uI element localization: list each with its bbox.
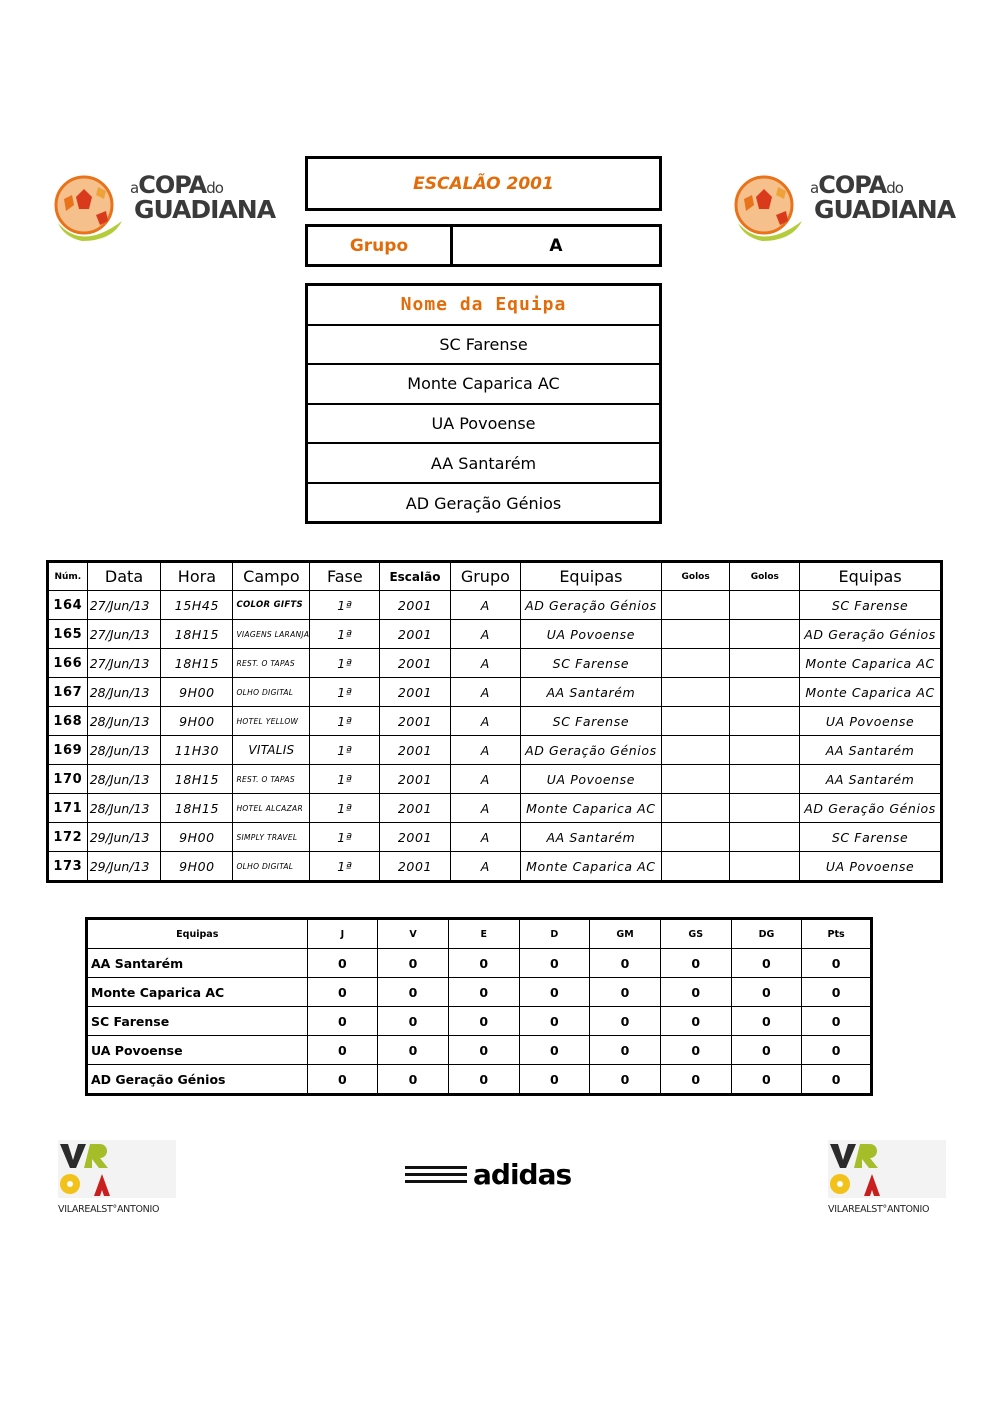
- match-home-team: SC Farense: [521, 707, 662, 736]
- stand-header-gm: GM: [590, 919, 661, 949]
- match-phase: 1ª: [310, 620, 380, 649]
- match-date: 28/Jun/13: [87, 765, 161, 794]
- match-phase: 1ª: [310, 649, 380, 678]
- standings-v: 0: [378, 1007, 449, 1036]
- standings-d: 0: [519, 1036, 590, 1065]
- match-date: 28/Jun/13: [87, 678, 161, 707]
- match-home-team: AD Geração Génios: [521, 591, 662, 620]
- match-number: 170: [48, 765, 88, 794]
- match-date: 28/Jun/13: [87, 736, 161, 765]
- match-home-team: Monte Caparica AC: [521, 794, 662, 823]
- standings-row: [87, 978, 872, 1007]
- copa-guadiana-logo-left: [52, 163, 276, 243]
- match-away-goals: [730, 736, 800, 765]
- team-name: AD Geração Génios: [405, 494, 562, 514]
- standings-e: 0: [448, 1036, 519, 1065]
- vrsa-logo-icon: [828, 1140, 946, 1200]
- standings-pts: 0: [802, 1007, 872, 1036]
- standings-team: SC Farense: [87, 1007, 308, 1036]
- stand-header-j: J: [307, 919, 378, 949]
- stand-header-gs: GS: [660, 919, 731, 949]
- match-number: 173: [48, 852, 88, 882]
- stand-header-equipas: Equipas: [87, 919, 308, 949]
- col-header-escalao: Escalão: [380, 562, 450, 591]
- match-away-team: UA Povoense: [800, 852, 942, 882]
- standings-header-row: [87, 919, 872, 949]
- match-number: 168: [48, 707, 88, 736]
- schedule-row: [48, 765, 942, 794]
- match-away-goals: [730, 591, 800, 620]
- col-header-hora: Hora: [161, 562, 233, 591]
- match-home-goals: [661, 707, 730, 736]
- adidas-wordmark: adidas: [473, 1158, 572, 1191]
- match-group: A: [450, 707, 520, 736]
- match-escalao: 2001: [380, 678, 450, 707]
- match-group: A: [450, 649, 520, 678]
- match-phase: 1ª: [310, 852, 380, 882]
- logo-guadiana: GUADIANA: [814, 195, 956, 224]
- col-header-equipas-away: Equipas: [800, 562, 942, 591]
- match-venue: SIMPLY TRAVEL: [233, 823, 310, 852]
- vrsa-logo-left: [58, 1140, 176, 1220]
- team-name: Monte Caparica AC: [308, 365, 659, 405]
- col-header-data: Data: [87, 562, 161, 591]
- match-home-goals: [661, 823, 730, 852]
- logo-do: do: [206, 179, 223, 197]
- grupo-box: [305, 224, 662, 267]
- match-home-goals: [661, 678, 730, 707]
- match-time: 15H45: [161, 591, 233, 620]
- match-away-team: UA Povoense: [800, 707, 942, 736]
- logo-a: a: [130, 179, 139, 197]
- match-home-team: AA Santarém: [521, 678, 662, 707]
- standings-row: [87, 949, 872, 978]
- match-home-team: UA Povoense: [521, 765, 662, 794]
- standings-e: 0: [448, 949, 519, 978]
- match-away-goals: [730, 852, 800, 882]
- standings-table: [85, 917, 873, 1096]
- match-home-goals: [661, 620, 730, 649]
- adidas-logo: [405, 1158, 571, 1191]
- match-home-goals: [661, 736, 730, 765]
- match-number: 166: [48, 649, 88, 678]
- grupo-value: A: [549, 235, 563, 256]
- standings-dg: 0: [731, 1036, 802, 1065]
- match-number: 164: [48, 591, 88, 620]
- standings-dg: 0: [731, 978, 802, 1007]
- vrsa-logo-icon: [58, 1140, 176, 1200]
- schedule-row: [48, 707, 942, 736]
- standings-d: 0: [519, 949, 590, 978]
- standings-e: 0: [448, 1007, 519, 1036]
- standings-e: 0: [448, 978, 519, 1007]
- match-phase: 1ª: [310, 591, 380, 620]
- match-away-team: SC Farense: [800, 823, 942, 852]
- standings-gm: 0: [590, 1065, 661, 1095]
- match-home-goals: [661, 852, 730, 882]
- col-header-campo: Campo: [233, 562, 310, 591]
- standings-d: 0: [519, 1007, 590, 1036]
- col-header-golos-home: Golos: [661, 562, 730, 591]
- stand-header-v: V: [378, 919, 449, 949]
- match-phase: 1ª: [310, 765, 380, 794]
- match-number: 169: [48, 736, 88, 765]
- match-escalao: 2001: [380, 765, 450, 794]
- match-home-goals: [661, 649, 730, 678]
- standings-e: 0: [448, 1065, 519, 1095]
- teams-box: [305, 283, 662, 524]
- match-time: 9H00: [161, 823, 233, 852]
- match-phase: 1ª: [310, 707, 380, 736]
- standings-pts: 0: [802, 1065, 872, 1095]
- copa-guadiana-logo-right: [732, 163, 956, 243]
- match-away-goals: [730, 823, 800, 852]
- match-escalao: 2001: [380, 736, 450, 765]
- match-phase: 1ª: [310, 794, 380, 823]
- vrsa-caption: VILAREALST°ANTONIO: [58, 1204, 160, 1215]
- schedule-row: [48, 794, 942, 823]
- standings-j: 0: [307, 949, 378, 978]
- standings-team: AA Santarém: [87, 949, 308, 978]
- match-away-team: AA Santarém: [800, 765, 942, 794]
- col-header-golos-away: Golos: [730, 562, 800, 591]
- match-date: 28/Jun/13: [87, 707, 161, 736]
- match-venue: HOTEL ALCAZAR: [233, 794, 310, 823]
- col-header-grupo: Grupo: [450, 562, 520, 591]
- match-group: A: [450, 794, 520, 823]
- match-escalao: 2001: [380, 823, 450, 852]
- match-number: 167: [48, 678, 88, 707]
- match-time: 9H00: [161, 852, 233, 882]
- match-phase: 1ª: [310, 736, 380, 765]
- match-group: A: [450, 620, 520, 649]
- standings-v: 0: [378, 949, 449, 978]
- match-group: A: [450, 678, 520, 707]
- schedule-row: [48, 649, 942, 678]
- match-phase: 1ª: [310, 678, 380, 707]
- standings-gm: 0: [590, 978, 661, 1007]
- match-time: 9H00: [161, 707, 233, 736]
- match-away-team: Monte Caparica AC: [800, 649, 942, 678]
- vrsa-caption: VILAREALST°ANTONIO: [828, 1204, 930, 1215]
- match-escalao: 2001: [380, 707, 450, 736]
- grupo-label: Grupo: [308, 227, 453, 264]
- match-venue: COLOR GIFTS: [233, 591, 310, 620]
- match-escalao: 2001: [380, 852, 450, 882]
- standings-pts: 0: [802, 978, 872, 1007]
- team-name: SC Farense: [308, 326, 659, 366]
- standings-v: 0: [378, 1036, 449, 1065]
- match-group: A: [450, 736, 520, 765]
- escalao-title: ESCALÃO 2001: [305, 156, 662, 211]
- standings-gm: 0: [590, 1036, 661, 1065]
- match-date: 27/Jun/13: [87, 591, 161, 620]
- match-venue: VIAGENS LARANJA: [233, 620, 310, 649]
- logo-guadiana: GUADIANA: [134, 195, 276, 224]
- standings-v: 0: [378, 978, 449, 1007]
- match-time: 18H15: [161, 620, 233, 649]
- match-time: 18H15: [161, 649, 233, 678]
- standings-gs: 0: [660, 1065, 731, 1095]
- standings-dg: 0: [731, 1065, 802, 1095]
- match-home-goals: [661, 765, 730, 794]
- schedule-header-row: [48, 562, 942, 591]
- match-home-team: UA Povoense: [521, 620, 662, 649]
- match-away-team: AD Geração Génios: [800, 620, 942, 649]
- standings-gs: 0: [660, 978, 731, 1007]
- copa-ball-icon: [732, 171, 804, 243]
- match-away-team: Monte Caparica AC: [800, 678, 942, 707]
- standings-gs: 0: [660, 949, 731, 978]
- match-date: 27/Jun/13: [87, 620, 161, 649]
- match-venue: VITALIS: [233, 736, 310, 765]
- match-escalao: 2001: [380, 649, 450, 678]
- standings-row: [87, 1065, 872, 1095]
- match-away-goals: [730, 678, 800, 707]
- match-venue: OLHO DIGITAL: [233, 852, 310, 882]
- match-home-team: AA Santarém: [521, 823, 662, 852]
- col-header-equipas-home: Equipas: [521, 562, 662, 591]
- match-escalao: 2001: [380, 620, 450, 649]
- match-home-goals: [661, 794, 730, 823]
- standings-j: 0: [307, 1007, 378, 1036]
- stand-header-pts: Pts: [802, 919, 872, 949]
- match-away-team: AA Santarém: [800, 736, 942, 765]
- match-away-goals: [730, 707, 800, 736]
- standings-pts: 0: [802, 1036, 872, 1065]
- match-time: 9H00: [161, 678, 233, 707]
- match-away-team: AD Geração Génios: [800, 794, 942, 823]
- match-number: 171: [48, 794, 88, 823]
- match-time: 18H15: [161, 765, 233, 794]
- schedule-row: [48, 736, 942, 765]
- teams-header: Nome da Equipa: [308, 286, 659, 326]
- standings-team: UA Povoense: [87, 1036, 308, 1065]
- stand-header-e: E: [448, 919, 519, 949]
- match-venue: REST. O TAPAS: [233, 649, 310, 678]
- schedule-row: [48, 852, 942, 882]
- match-number: 165: [48, 620, 88, 649]
- standings-j: 0: [307, 1036, 378, 1065]
- logo-do: do: [886, 179, 903, 197]
- schedule-row: [48, 620, 942, 649]
- match-away-goals: [730, 620, 800, 649]
- col-header-fase: Fase: [310, 562, 380, 591]
- col-header-num: Núm.: [48, 562, 88, 591]
- match-group: A: [450, 852, 520, 882]
- logo-copa: COPA: [138, 171, 207, 199]
- standings-gs: 0: [660, 1036, 731, 1065]
- match-phase: 1ª: [310, 823, 380, 852]
- standings-gm: 0: [590, 1007, 661, 1036]
- match-home-team: Monte Caparica AC: [521, 852, 662, 882]
- match-group: A: [450, 765, 520, 794]
- match-date: 29/Jun/13: [87, 823, 161, 852]
- match-group: A: [450, 823, 520, 852]
- match-date: 27/Jun/13: [87, 649, 161, 678]
- match-away-team: SC Farense: [800, 591, 942, 620]
- standings-j: 0: [307, 1065, 378, 1095]
- match-group: A: [450, 591, 520, 620]
- match-venue: REST. O TAPAS: [233, 765, 310, 794]
- standings-d: 0: [519, 978, 590, 1007]
- match-escalao: 2001: [380, 794, 450, 823]
- stand-header-dg: DG: [731, 919, 802, 949]
- match-date: 28/Jun/13: [87, 794, 161, 823]
- match-escalao: 2001: [380, 591, 450, 620]
- standings-dg: 0: [731, 949, 802, 978]
- match-away-goals: [730, 649, 800, 678]
- match-home-team: SC Farense: [521, 649, 662, 678]
- schedule-row: [48, 591, 942, 620]
- standings-dg: 0: [731, 1007, 802, 1036]
- standings-team: AD Geração Génios: [87, 1065, 308, 1095]
- schedule-table: [46, 560, 943, 883]
- match-time: 18H15: [161, 794, 233, 823]
- standings-gm: 0: [590, 949, 661, 978]
- schedule-row: [48, 823, 942, 852]
- standings-gs: 0: [660, 1007, 731, 1036]
- match-away-goals: [730, 765, 800, 794]
- standings-row: [87, 1007, 872, 1036]
- standings-row: [87, 1036, 872, 1065]
- schedule-row: [48, 678, 942, 707]
- match-number: 172: [48, 823, 88, 852]
- team-name: UA Povoense: [308, 405, 659, 445]
- match-time: 11H30: [161, 736, 233, 765]
- standings-v: 0: [378, 1065, 449, 1095]
- adidas-stripes-icon: [405, 1164, 467, 1186]
- match-date: 29/Jun/13: [87, 852, 161, 882]
- standings-team: Monte Caparica AC: [87, 978, 308, 1007]
- match-venue: HOTEL YELLOW: [233, 707, 310, 736]
- match-away-goals: [730, 794, 800, 823]
- stand-header-d: D: [519, 919, 590, 949]
- copa-ball-icon: [52, 171, 124, 243]
- standings-j: 0: [307, 978, 378, 1007]
- match-home-goals: [661, 591, 730, 620]
- match-venue: OLHO DIGITAL: [233, 678, 310, 707]
- standings-pts: 0: [802, 949, 872, 978]
- vrsa-logo-right: [828, 1140, 946, 1220]
- match-home-team: AD Geração Génios: [521, 736, 662, 765]
- team-name: AA Santarém: [308, 444, 659, 484]
- standings-d: 0: [519, 1065, 590, 1095]
- logo-a: a: [810, 179, 819, 197]
- logo-copa: COPA: [818, 171, 887, 199]
